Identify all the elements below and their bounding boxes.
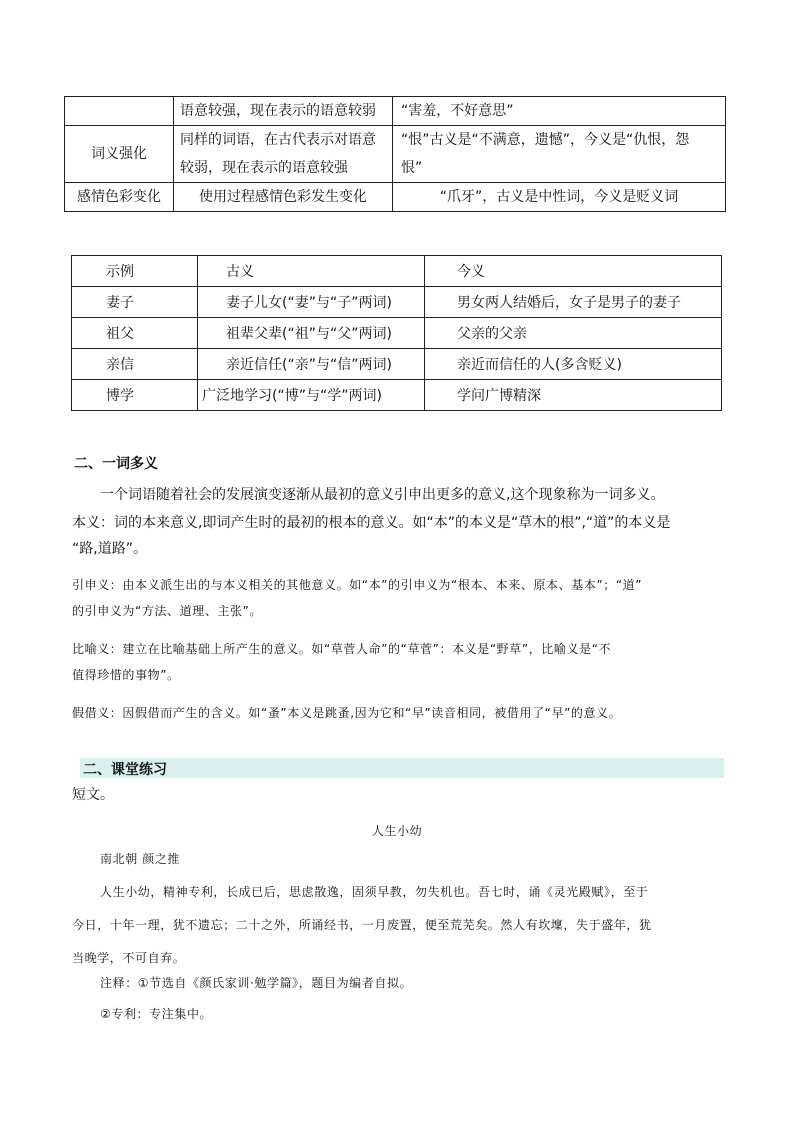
table-row	[65, 183, 726, 212]
ancient-modern-meaning-table	[71, 255, 722, 411]
practice-subheading: 短文。	[72, 787, 114, 803]
benyi-paragraph	[72, 510, 732, 562]
table-cell: “害羞，不好意思”	[393, 97, 726, 126]
paragraph-line: 的引申义为“方法、道理、主张”。	[72, 604, 263, 618]
table-row	[65, 126, 726, 183]
section-heading-practice: 二、课堂练习	[83, 762, 167, 778]
passage-line: 当晚学，不可自弃。	[72, 951, 186, 965]
table-header: 示例	[72, 256, 198, 287]
passage-line: 今日，十年一理，犹不遗忘；二十之外，所诵经书，一月废置，便至荒芜矣。然人有坎壈，失于盛年，犹	[72, 918, 652, 932]
paragraph-line: 本义：词的本来意义,即词产生时的最初的根本的意义。如“本”的本义是“草木的根”,“道”的本义是	[72, 515, 671, 531]
cell-line: 较弱，现在表示的语意较强	[180, 160, 348, 176]
table-cell: 亲信	[72, 349, 198, 380]
table-row	[65, 97, 726, 126]
table-header: 古义	[198, 256, 425, 287]
section-highlight-band	[80, 758, 724, 778]
table-header: 今义	[425, 256, 722, 287]
paragraph-line: 值得珍惜的事物”。	[72, 668, 180, 682]
table-cell: 感情色彩变化	[65, 183, 174, 212]
table-cell: 博学	[72, 380, 198, 411]
table-row	[72, 349, 722, 380]
table-row	[72, 287, 722, 318]
yinshen-paragraph	[72, 572, 732, 624]
table-cell: 广泛地学习(“博”与“学”两词)	[198, 380, 425, 411]
table-header-row	[72, 256, 722, 287]
table-cell: 妻子儿女(“妻”与“子”两词)	[198, 287, 425, 318]
table-cell: 祖辈父辈(“祖”与“父”两词)	[198, 318, 425, 349]
biyu-paragraph	[72, 636, 732, 688]
passage-line: 人生小幼，精神专利，长成已后，思虑散逸，固须早教，勿失机也。吾七时，诵《灵光殿赋》，至于	[100, 885, 649, 899]
table-cell: 祖父	[72, 318, 198, 349]
table-cell: 男女两人结婚后，女子是男子的妻子	[425, 287, 722, 318]
table-cell	[393, 126, 726, 183]
table-row	[72, 318, 722, 349]
section-heading-polysemy: 二、一词多义	[74, 456, 158, 472]
passage-text	[72, 876, 732, 975]
table-cell: 词义强化	[65, 126, 174, 183]
polysemy-intro: 一个词语随着社会的发展演变逐渐从最初的意义引申出更多的意义,这个现象称为一词多义。	[100, 487, 665, 503]
table-cell: 亲近信任(“亲”与“信”两词)	[198, 349, 425, 380]
table-cell: 学问广博精深	[425, 380, 722, 411]
semantic-change-table	[64, 96, 726, 212]
passage-author: 南北朝 颜之推	[100, 852, 181, 866]
table-cell	[174, 126, 393, 183]
table-cell: “爪牙”，古义是中性词，今义是贬义词	[393, 183, 726, 212]
passage-note-2: ②专利：专注集中。	[100, 1007, 213, 1021]
cell-line: 恨”	[401, 160, 423, 176]
table-cell: 亲近而信任的人(多含贬义)	[425, 349, 722, 380]
paragraph-line: 引申义：由本义派生出的与本义相关的其他意义。如“本”的引申义为“根本、本来、原本、基本”；“道”	[72, 578, 643, 592]
table-cell: 使用过程感情色彩发生变化	[174, 183, 393, 212]
table-row	[72, 380, 722, 411]
table-cell: 父亲的父亲	[425, 318, 722, 349]
table-cell: 妻子	[72, 287, 198, 318]
paragraph-line: “路,道路”。	[72, 541, 147, 557]
cell-line: 同样的词语，在古代表示对语意	[180, 132, 376, 148]
cell-line: “恨”古义是“不满意，遗憾”，今义是“仇恨，怨	[401, 132, 690, 148]
table-cell: 语意较强，现在表示的语意较弱	[174, 97, 393, 126]
passage-note-1: 注释：①节选自《颜氏家训·勉学篇》，题目为编者自拟。	[100, 976, 413, 990]
table-cell	[65, 97, 174, 126]
paragraph-line: 比喻义：建立在比喻基础上所产生的意义。如“草菅人命”的“草菅”：本义是“野草”，比喻义是“不	[72, 642, 612, 656]
passage-title: 人生小幼	[371, 824, 423, 838]
jiajie-paragraph: 假借义：因假借而产生的含义。如“蚤”本义是跳蚤,因为它和“早”读音相同，被借用了“早”的意义。	[72, 706, 622, 720]
